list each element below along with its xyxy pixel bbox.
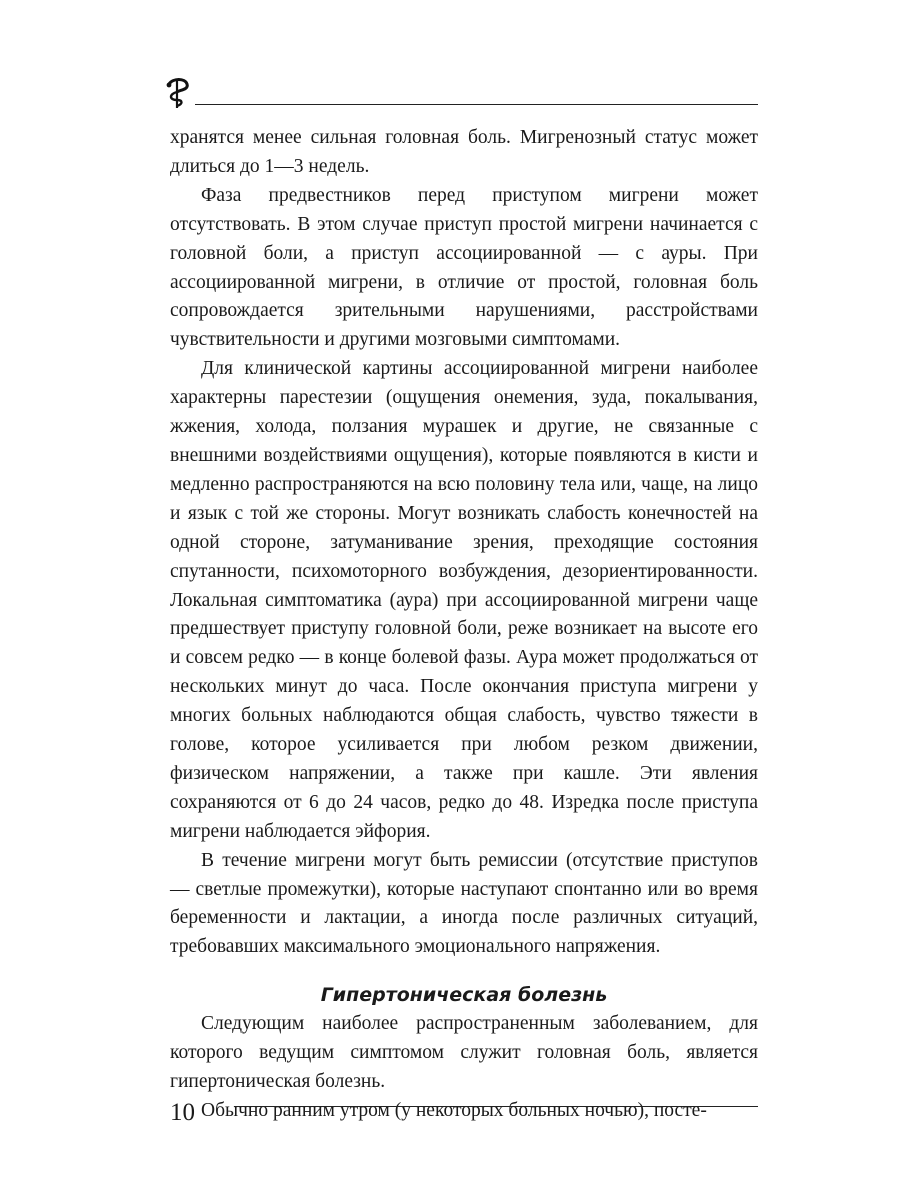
header-rule [195,104,758,105]
paragraph: Фаза предвестников перед приступом мигрени может отсутствовать. В этом случае приступ простой мигрени начинается с головной боли, а приступ ассоциированной — с ауры. При ассоциированной мигрени, в отличие от простой, головная боль сопровождается зрительными нарушениями, расстройствами чувствительности и другими мозговыми симптомами. [170,184,758,351]
page-number: 10 [170,1099,195,1126]
footer-rule [234,1106,758,1107]
paragraph: хранятся менее сильная головная боль. Мигренозный статус может длиться до 1—3 недель. [170,127,758,177]
paragraph: Для клинической картины ассоциированной мигрени наиболее характерны парестезии (ощущения онемения, зуда, покалывания, жжения, холода, ползания мурашек и другие, не связанные с внешними воздействиями ощущения), которые появляются в кисти и медленно распространяются на всю половину тела или, чаще, на лицо и язык с той же стороны. Могут возникать слабость конечностей на одной стороне, затуманивание зрения, преходящие состояния спутанности, психомоторного возбуждения, дезориентированности. Локальная симптоматика (аура) при ассоциированной мигрени чаще предшествует приступу головной боли, реже возникает на высоте его и совсем редко — в конце болевой фазы. Аура может продолжаться от нескольких минут до часа. После окончания приступа мигрени у многих больных наблюдаются общая слабость, чувство тяжести в голове, которое усиливается при любом резком движении, физическом напряжении, а также при кашле. Эти явления сохраняются от 6 до 24 часов, редко до 48. Изредка после приступа мигрени наблюдается эйфория. [170,358,758,842]
caduceus-icon [163,76,195,110]
paragraph: Обычно ранним утром (у некоторых больных ночью), посте- [201,1100,707,1121]
paragraph: Следующим наиболее распространенным заболеванием, для которого ведущим симптомом служит головная боль, является гипертоническая болезнь. [170,1013,758,1093]
section-heading: Гипертоническая болезнь [320,984,608,1007]
page-body [170,124,758,1126]
paragraph: В течение мигрени могут быть ремиссии (отсутствие приступов — светлые промежутки), которые наступают спонтанно или во время беременности и лактации, а иногда после различных ситуаций, требовавших максимального эмоционального напряжения. [170,849,758,958]
